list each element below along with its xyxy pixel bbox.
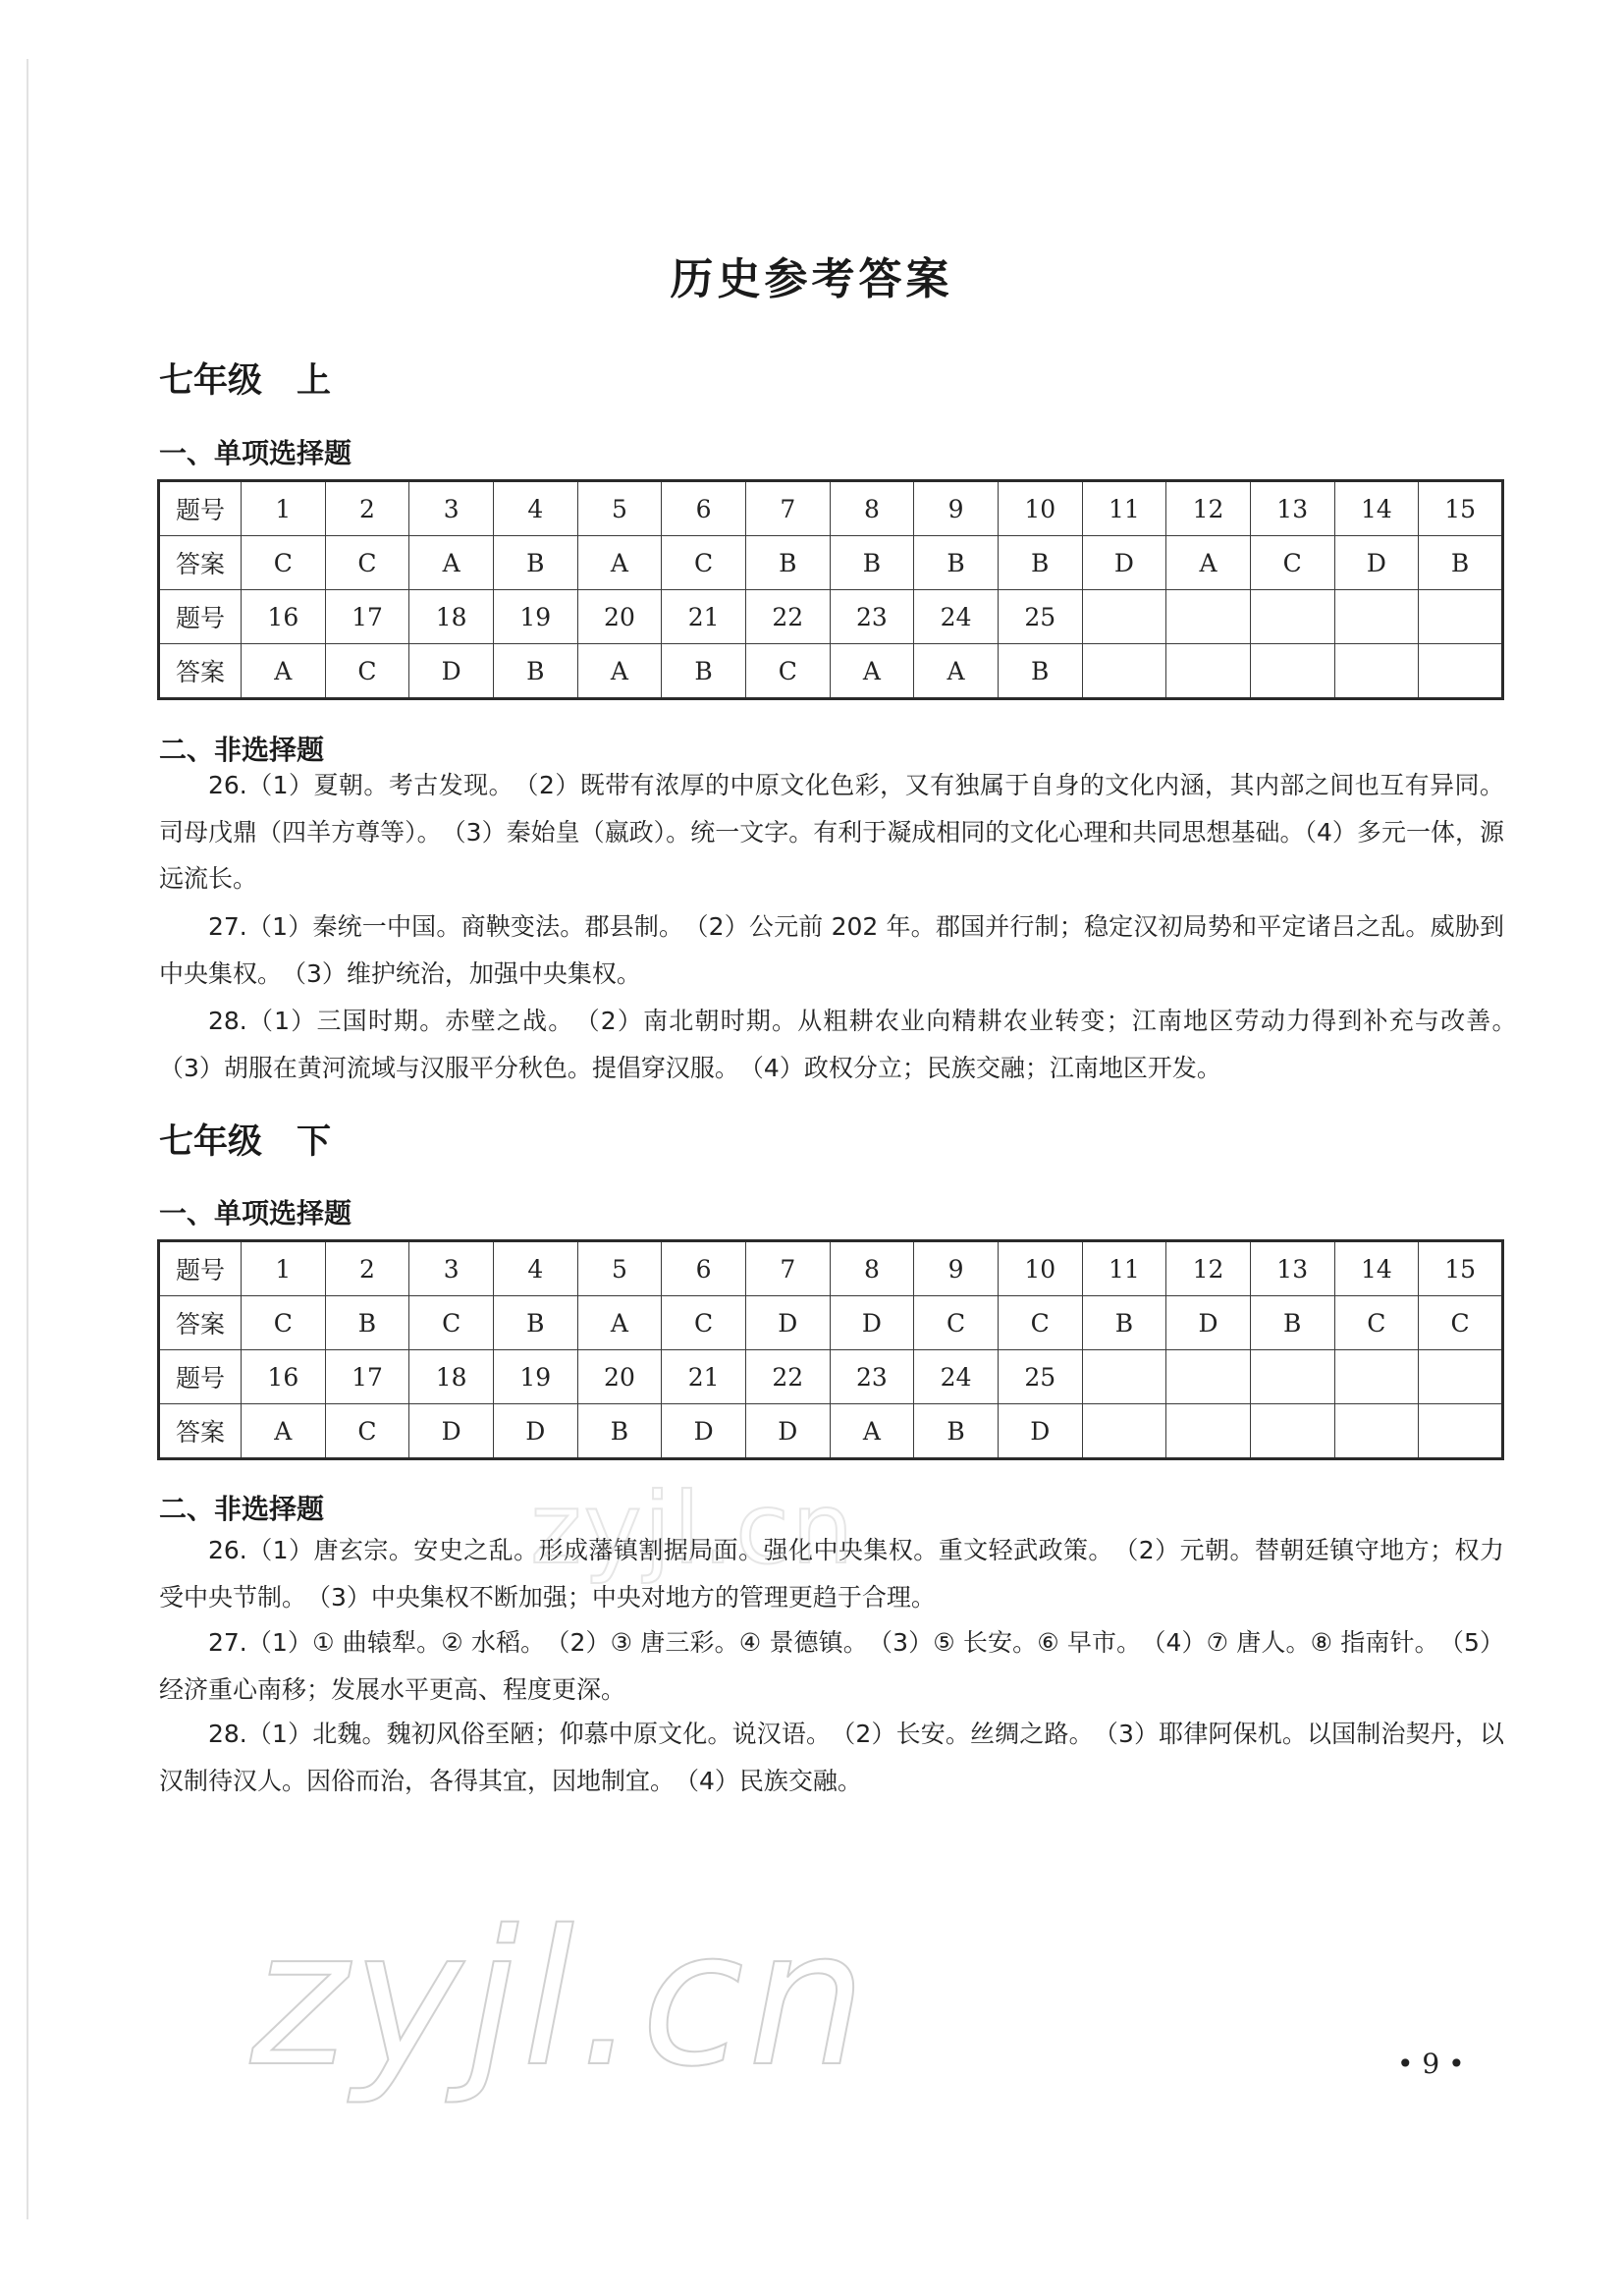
table-cell	[1082, 1404, 1166, 1459]
row-label: 答案	[159, 1296, 242, 1350]
table-cell	[1166, 644, 1251, 699]
table-cell: A	[830, 1404, 914, 1459]
table-cell: C	[745, 644, 830, 699]
table-cell: 25	[998, 590, 1082, 644]
answer-paragraph: 27.（1）① 曲辕犁。② 水稻。 （2）③ 唐三彩。④ 景德镇。 （3）⑤ 长安。⑥ 早市。 （4）⑦ 唐人。⑧ 指南针。 （5）经济重心南移；发展水平更高、程度更深。	[159, 1628, 1504, 1704]
answer-paragraph: 26.（1）唐玄宗。安史之乱。形成藩镇割据局面。强化中央集权。重文轻武政策。 （2）元朝。替朝廷镇守地方；权力受中央节制。 （3）中央集权不断加强；中央对地方的管理更趋于合理。	[159, 1536, 1504, 1612]
answer-paragraph: 28.（1）三国时期。赤壁之战。 （2）南北朝时期。从粗耕农业向精耕农业转变；江南地区劳动力得到补充与改善。 （3）胡服在黄河流域与汉服平分秋色。提倡穿汉服。 （4）政权分立；民族交融；江南地区开发。	[159, 1007, 1530, 1082]
table-cell	[1419, 1404, 1503, 1459]
table-cell: 2	[325, 481, 409, 536]
table-cell: B	[998, 644, 1082, 699]
table-cell: A	[242, 644, 326, 699]
table-cell: C	[1334, 1296, 1419, 1350]
table-cell: A	[577, 1296, 662, 1350]
table-cell: B	[914, 1404, 999, 1459]
table-cell: 23	[830, 590, 914, 644]
table-cell: 16	[242, 1350, 326, 1404]
table-cell	[1082, 644, 1166, 699]
table-cell: B	[1082, 1296, 1166, 1350]
table-cell: 11	[1082, 1241, 1166, 1296]
table-cell: C	[1419, 1296, 1503, 1350]
table-cell: B	[325, 1296, 409, 1350]
table-cell: C	[998, 1296, 1082, 1350]
table-cell: A	[242, 1404, 326, 1459]
table-cell	[1250, 590, 1334, 644]
table-cell: 15	[1419, 1241, 1503, 1296]
table-cell: 18	[409, 590, 494, 644]
table-cell: 11	[1082, 481, 1166, 536]
table-cell: 12	[1166, 481, 1251, 536]
grade-heading: 七年级 下	[159, 1122, 332, 1162]
table-cell: A	[409, 536, 494, 590]
table-cell: 19	[493, 590, 577, 644]
table-cell: 14	[1334, 1241, 1419, 1296]
table-cell: C	[914, 1296, 999, 1350]
row-label: 答案	[159, 1404, 242, 1459]
table-cell: 5	[577, 1241, 662, 1296]
table-row	[159, 1404, 1503, 1459]
table-cell: 24	[914, 1350, 999, 1404]
table-cell: 6	[662, 481, 746, 536]
table-cell: 20	[577, 590, 662, 644]
watermark-large: zyjl.cn	[250, 1890, 871, 2107]
table-cell: B	[914, 536, 999, 590]
table-cell: B	[1419, 536, 1503, 590]
row-label: 答案	[159, 536, 242, 590]
table-cell: C	[242, 536, 326, 590]
table-cell: D	[830, 1296, 914, 1350]
table-cell: 17	[325, 590, 409, 644]
table-cell: 7	[745, 481, 830, 536]
table-cell	[1166, 1350, 1251, 1404]
table-cell: D	[409, 1404, 494, 1459]
table-cell: 17	[325, 1350, 409, 1404]
table-cell: 18	[409, 1350, 494, 1404]
table-cell: D	[1082, 536, 1166, 590]
table-cell: D	[745, 1296, 830, 1350]
table-row	[159, 644, 1503, 699]
table-cell: B	[577, 1404, 662, 1459]
table-cell	[1250, 1350, 1334, 1404]
row-label: 题号	[159, 590, 242, 644]
binding-line	[27, 59, 28, 2219]
table-cell: 1	[242, 481, 326, 536]
section-heading-nonchoice: 二、非选择题	[159, 1493, 325, 1525]
table-row	[159, 1241, 1503, 1296]
table-row	[159, 536, 1503, 590]
answer-paragraph: 28.（1）北魏。魏初风俗至陋；仰慕中原文化。说汉语。 （2）长安。丝绸之路。 （3）耶律阿保机。以国制治契丹，以汉制待汉人。因俗而治，各得其宜，因地制宜。 （4）民族交融。	[159, 1720, 1504, 1795]
table-cell: 2	[325, 1241, 409, 1296]
table-cell: 10	[998, 1241, 1082, 1296]
table-cell: B	[830, 536, 914, 590]
table-cell: 8	[830, 1241, 914, 1296]
table-cell	[1419, 1350, 1503, 1404]
table-cell: A	[830, 644, 914, 699]
answer-paragraph: 27.（1）秦统一中国。商鞅变法。郡县制。 （2）公元前 202 年。郡国并行制；稳定汉初局势和平定诸吕之乱。威胁到中央集权。 （3）维护统治，加强中央集权。	[159, 912, 1504, 988]
table-row	[159, 590, 1503, 644]
table-cell: D	[493, 1404, 577, 1459]
table-cell	[1419, 644, 1503, 699]
table-cell: 10	[998, 481, 1082, 536]
table-cell: B	[1250, 1296, 1334, 1350]
table-cell: B	[998, 536, 1082, 590]
table-cell: B	[662, 644, 746, 699]
table-cell	[1082, 590, 1166, 644]
table-cell: C	[325, 644, 409, 699]
row-label: 答案	[159, 644, 242, 699]
watermark-small: zyjl.cn	[530, 1471, 856, 1586]
table-cell: 24	[914, 590, 999, 644]
table-cell: D	[662, 1404, 746, 1459]
table-cell: 4	[493, 1241, 577, 1296]
table-cell	[1250, 1404, 1334, 1459]
table-row	[159, 1350, 1503, 1404]
table-cell: B	[745, 536, 830, 590]
table-cell	[1250, 644, 1334, 699]
table-cell: 3	[409, 481, 494, 536]
table-cell: 16	[242, 590, 326, 644]
table-cell: 9	[914, 1241, 999, 1296]
table-cell: 22	[745, 590, 830, 644]
table-cell: A	[914, 644, 999, 699]
table-cell: 12	[1166, 1241, 1251, 1296]
row-label: 题号	[159, 1241, 242, 1296]
table-cell	[1166, 590, 1251, 644]
table-cell: 19	[493, 1350, 577, 1404]
table-cell: 7	[745, 1241, 830, 1296]
table-cell: C	[242, 1296, 326, 1350]
table-cell: C	[662, 536, 746, 590]
table-cell	[1334, 590, 1419, 644]
answer-paragraph: 26.（1）夏朝。考古发现。 （2）既带有浓厚的中原文化色彩，又有独属于自身的文化内涵，其内部之间也互有异同。司母戊鼎（四羊方尊等）。 （3）秦始皇（嬴政）。统一文字。有利于凝成相同的文化心理和共同思想基础。（4）多元一体，源远流长。	[159, 771, 1504, 893]
table-cell	[1334, 644, 1419, 699]
table-cell: D	[1334, 536, 1419, 590]
table-cell: 6	[662, 1241, 746, 1296]
table-cell: A	[577, 644, 662, 699]
answer-table	[157, 479, 1504, 700]
table-cell: 5	[577, 481, 662, 536]
grade-heading: 七年级 上	[159, 361, 332, 401]
table-cell: B	[493, 536, 577, 590]
table-cell: C	[325, 536, 409, 590]
table-cell: D	[409, 644, 494, 699]
table-cell: 23	[830, 1350, 914, 1404]
table-cell: 21	[662, 1350, 746, 1404]
table-cell	[1334, 1404, 1419, 1459]
table-cell: 15	[1419, 481, 1503, 536]
table-cell	[1082, 1350, 1166, 1404]
row-label: 题号	[159, 481, 242, 536]
table-cell: 20	[577, 1350, 662, 1404]
table-cell: 9	[914, 481, 999, 536]
page-number: • 9 •	[1397, 2048, 1465, 2080]
table-cell: 1	[242, 1241, 326, 1296]
table-cell	[1166, 1404, 1251, 1459]
table-cell: D	[745, 1404, 830, 1459]
table-cell: 14	[1334, 481, 1419, 536]
table-row	[159, 481, 1503, 536]
table-cell: 22	[745, 1350, 830, 1404]
section-heading-choice: 一、单项选择题	[159, 437, 352, 469]
table-cell: C	[662, 1296, 746, 1350]
table-cell: C	[409, 1296, 494, 1350]
row-label: 题号	[159, 1350, 242, 1404]
table-cell	[1334, 1350, 1419, 1404]
table-cell: 3	[409, 1241, 494, 1296]
table-cell: C	[1250, 536, 1334, 590]
table-cell: 21	[662, 590, 746, 644]
page-title: 历史参考答案	[670, 254, 953, 304]
table-cell: B	[493, 644, 577, 699]
table-cell: A	[1166, 536, 1251, 590]
answer-table	[157, 1239, 1504, 1460]
table-cell: C	[325, 1404, 409, 1459]
table-cell: D	[1166, 1296, 1251, 1350]
table-cell: 13	[1250, 481, 1334, 536]
table-cell: 8	[830, 481, 914, 536]
table-cell: 25	[998, 1350, 1082, 1404]
section-heading-nonchoice: 二、非选择题	[159, 734, 325, 766]
table-cell: 13	[1250, 1241, 1334, 1296]
table-cell: B	[493, 1296, 577, 1350]
table-cell	[1419, 590, 1503, 644]
table-cell: A	[577, 536, 662, 590]
table-cell: 4	[493, 481, 577, 536]
table-cell: D	[998, 1404, 1082, 1459]
section-heading-choice: 一、单项选择题	[159, 1197, 352, 1230]
table-row	[159, 1296, 1503, 1350]
